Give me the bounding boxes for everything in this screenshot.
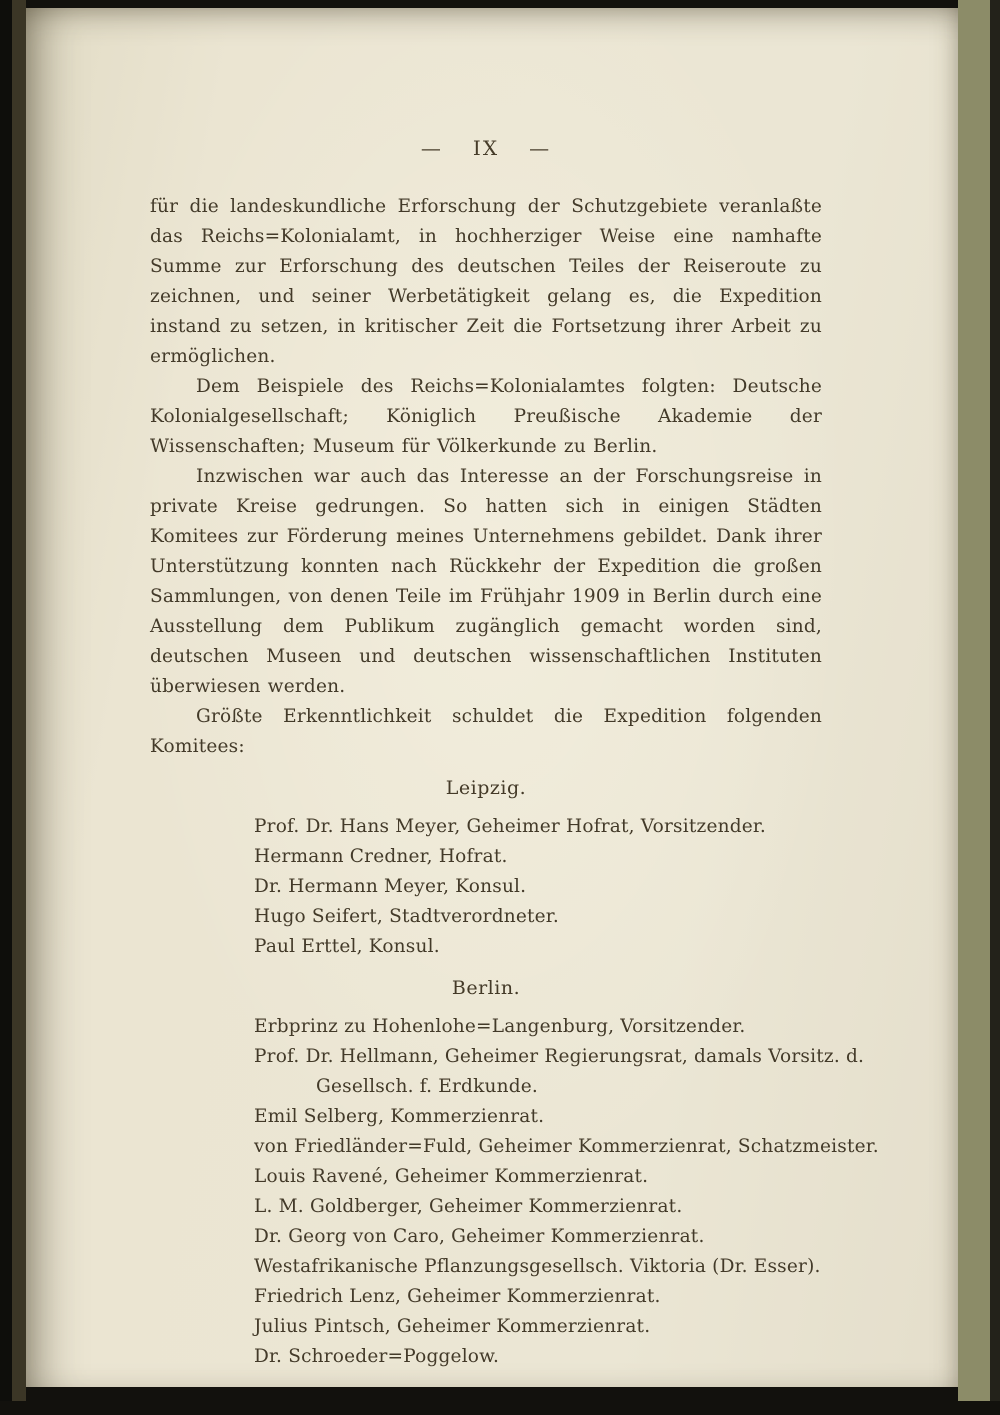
header-dash-right: —: [529, 136, 552, 160]
paragraph-continuation: für die landeskundliche Erforschung der Schutzgebiete veranlaßte das Reichs=Kolonialamt, in hochherziger Weise eine namhafte Summe zur Erforschung des deutschen Teiles der Reiseroute zu zeichnen, und seiner Werbetätigkeit gelang es, die Expedition instand zu setzen, in kritischer Zeit die Fortsetzung ihrer Arbeit zu ermöglichen.: [150, 196, 822, 367]
member-row: Louis Ravené, Geheimer Kommerzienrat.: [254, 1166, 649, 1187]
member-row: Prof. Dr. Hans Meyer, Geheimer Hofrat, Vorsitzender.: [254, 816, 766, 837]
member-row: L. M. Goldberger, Geheimer Kommerzienrat.: [254, 1196, 683, 1217]
member-row: Friedrich Lenz, Geheimer Kommerzienrat.: [254, 1286, 661, 1307]
member-row: Hermann Credner, Hofrat.: [254, 846, 508, 867]
section-heading-berlin: Berlin.: [451, 977, 521, 999]
berlin-member-list: [254, 1012, 879, 1372]
member-row: Prof. Dr. Hellmann, Geheimer Regierungsrat, damals Vorsitz. d.: [254, 1046, 865, 1067]
member-row: von Friedländer=Fuld, Geheimer Kommerzienrat, Schatzmeister.: [254, 1136, 879, 1157]
member-row: Dr. Georg von Caro, Geheimer Kommerzienrat.: [254, 1226, 705, 1247]
member-row: Emil Selberg, Kommerzienrat.: [254, 1106, 545, 1127]
page-header: [150, 136, 822, 160]
member-row: Erbprinz zu Hohenlohe=Langenburg, Vorsitzender.: [254, 1016, 746, 1037]
paragraph-beispiele: Dem Beispiele des Reichs=Kolonialamtes folgten: Deutsche Kolonialgesellschaft; Königlich Preußische Akademie der Wissenschaften; Museum für Völkerkunde zu Berlin.: [150, 376, 822, 457]
book-gutter: [12, 0, 26, 1415]
member-row: Paul Erttel, Konsul.: [254, 936, 440, 957]
paragraph-komitees: Inzwischen war auch das Interesse an der Forschungsreise in private Kreise gedrungen. So hatten sich in einigen Städten Komitees zur Förderung meines Unternehmens gebildet. Dank ihrer Unterstützung konnten nach Rückkehr der Expedition die großen Sammlungen, von denen Teile im Frühjahr 1909 in Berlin durch eine Ausstellung dem Publikum zugänglich gemacht worden sind, deutschen Museen und deutschen wissenschaftlichen Instituten überwiesen werden.: [150, 466, 822, 697]
scan-edge-right: [990, 0, 1000, 1415]
paragraph-erkenntlichkeit: Größte Erkenntlichkeit schuldet die Expedition folgenden Komitees:: [150, 706, 822, 757]
member-row: Dr. Hermann Meyer, Konsul.: [254, 876, 527, 897]
scan-edge-top: [0, 0, 1000, 8]
member-row-continuation: Gesellsch. f. Erdkunde.: [316, 1076, 538, 1097]
scan-edge-bottom: [0, 1401, 1000, 1415]
header-dash-left: —: [420, 136, 443, 160]
section-heading-leipzig: Leipzig.: [445, 777, 527, 799]
member-row: Westafrikanische Pflanzungsgesellsch. Viktoria (Dr. Esser).: [254, 1256, 821, 1277]
book-cover-edge: [958, 0, 990, 1415]
member-row: Julius Pintsch, Geheimer Kommerzienrat.: [254, 1316, 651, 1337]
page-paper: [26, 8, 958, 1401]
scan-edge-bottom: [26, 1387, 958, 1401]
scan-edge-left: [0, 0, 12, 1415]
member-row: Hugo Seifert, Stadtverordneter.: [254, 906, 559, 927]
page-content: [26, 8, 958, 1372]
page-number: IX: [472, 136, 500, 160]
member-row: Dr. Schroeder=Poggelow.: [254, 1346, 500, 1367]
leipzig-member-list: [254, 812, 822, 962]
